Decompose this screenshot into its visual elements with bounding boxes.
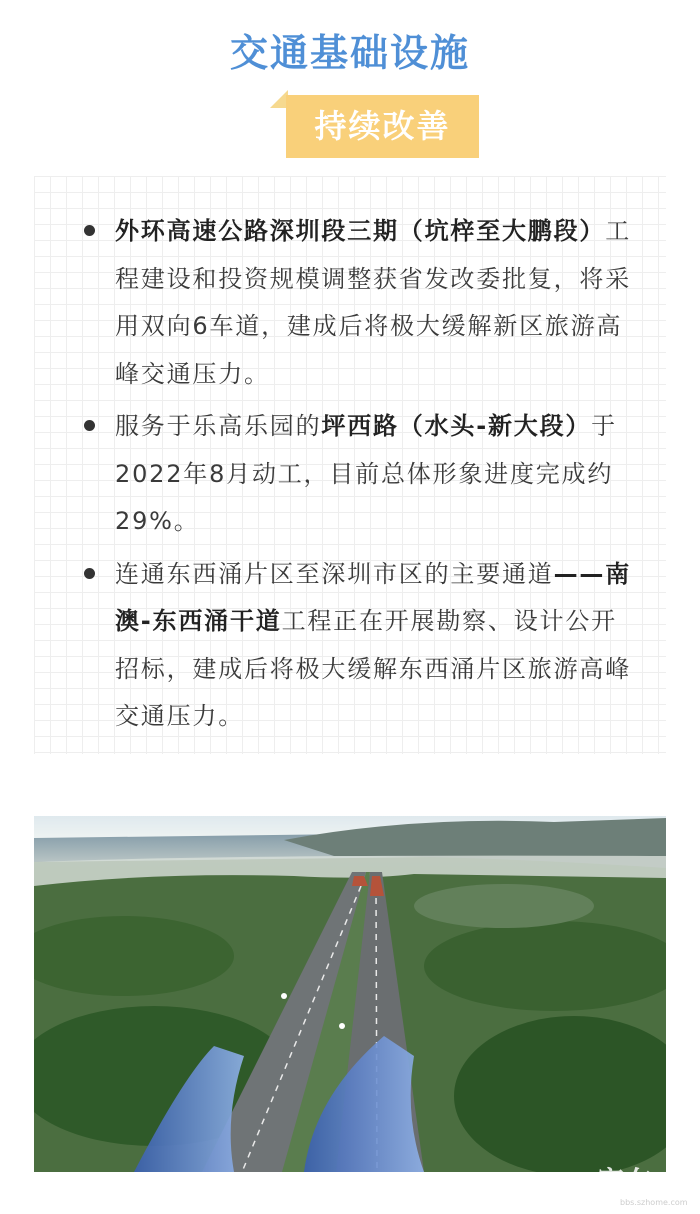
bullet-item xyxy=(80,208,640,398)
bullet-segment: 服务于乐高乐园的 xyxy=(115,412,322,440)
highway-rendering-image xyxy=(34,816,666,1172)
bullet-dot-icon xyxy=(84,568,95,579)
site-url-watermark: bbs.szhome.com xyxy=(620,1198,688,1207)
subtitle-ribbon xyxy=(270,90,480,158)
section-subtitle: 持续改善 xyxy=(286,95,479,158)
bullet-text xyxy=(115,403,640,546)
bullet-segment: 工程正在开展勘察、设计公开招标，建成后将极大缓解东西涌片区旅游高峰交通压力。 xyxy=(115,607,631,730)
bullet-highlight: 坪西路（水头-新大段） xyxy=(321,412,592,440)
bullet-text xyxy=(115,208,640,398)
site-logo-watermark: 家在 xyxy=(596,1165,653,1198)
section-title: 交通基础设施 xyxy=(229,31,470,75)
bullet-item xyxy=(80,403,640,546)
bullet-segment: 工程建设和投资规模调整获省发改委批复，将采用双向6车道，建成后将极大缓解新区旅游高峰交通压力。 xyxy=(115,217,632,388)
bullet-dot-icon xyxy=(84,420,95,431)
bullet-dot-icon xyxy=(84,225,95,236)
bullet-highlight: 外环高速公路深圳段三期（坑梓至大鹏段） xyxy=(115,217,606,245)
bullet-text xyxy=(115,551,640,741)
bullet-item xyxy=(80,551,640,741)
bullet-list xyxy=(80,208,640,746)
bullet-segment: 连通东西涌片区至深圳市区的主要通道 xyxy=(115,559,554,588)
bullet-highlight: ——南澳-东西涌干道 xyxy=(115,559,632,635)
bullet-segment: 于2022年8月动工，目前总体形象进度完成约29%。 xyxy=(115,412,617,535)
